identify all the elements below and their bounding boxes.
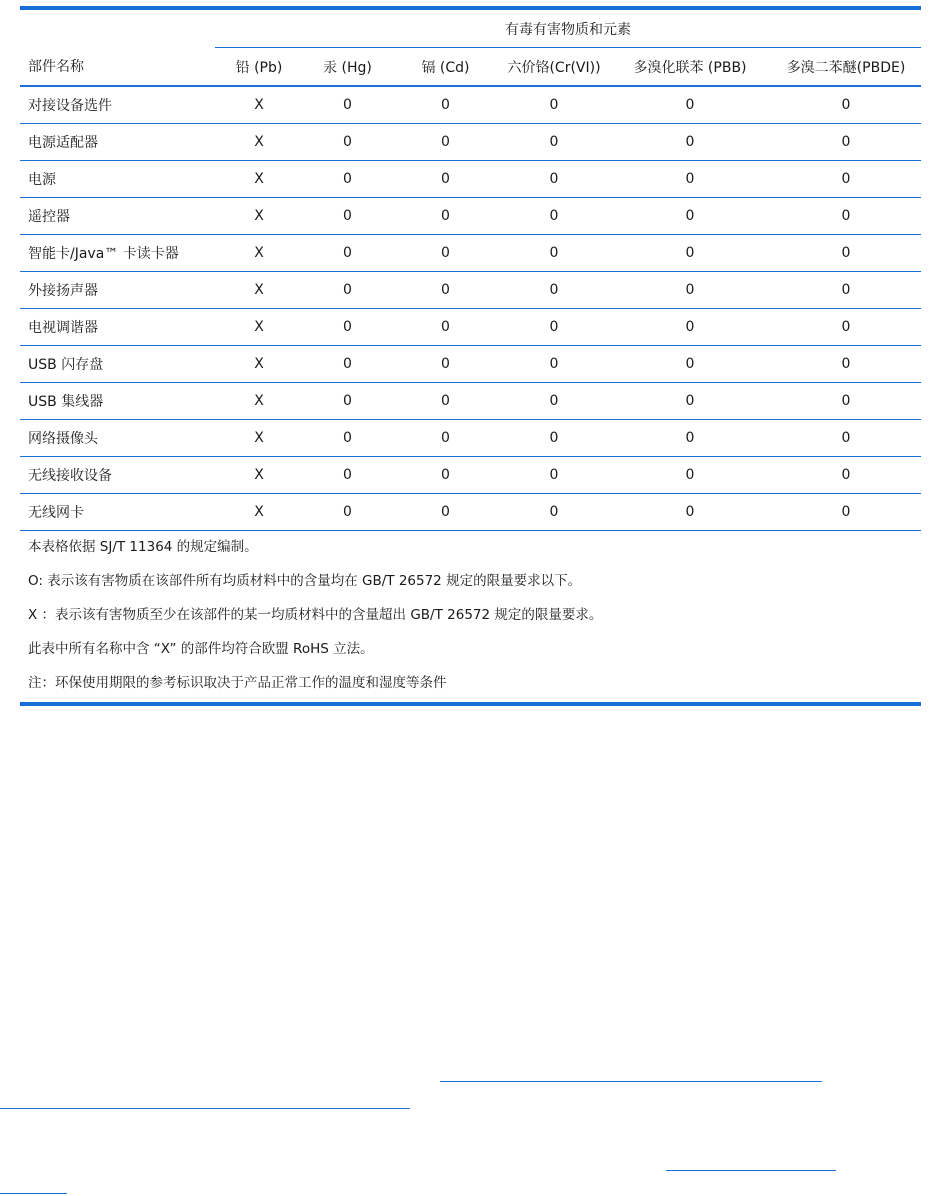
component-name: 电源 — [20, 161, 215, 198]
column-header: 铅 (Pb) — [215, 48, 303, 87]
substance-value: 0 — [303, 198, 392, 235]
substance-value: 0 — [771, 235, 921, 272]
substance-value: 0 — [303, 124, 392, 161]
substance-value: X — [215, 494, 303, 531]
substance-value: 0 — [392, 383, 499, 420]
substance-value: 0 — [771, 161, 921, 198]
substance-value: 0 — [392, 494, 499, 531]
table-row — [20, 235, 921, 272]
substance-value: 0 — [499, 346, 609, 383]
substance-value: X — [215, 309, 303, 346]
substance-value: 0 — [771, 198, 921, 235]
substance-value: 0 — [499, 124, 609, 161]
table-row — [20, 494, 921, 531]
substance-value: 0 — [303, 235, 392, 272]
substance-value: 0 — [499, 272, 609, 309]
column-header: 六价铬(Cr(VI)) — [499, 48, 609, 87]
substance-value: 0 — [392, 309, 499, 346]
column-header: 多溴二苯醚(PBDE) — [771, 48, 921, 87]
group-header-row — [20, 10, 921, 48]
substance-value: X — [215, 124, 303, 161]
substance-value: 0 — [771, 346, 921, 383]
substance-value: X — [215, 383, 303, 420]
substance-value: 0 — [392, 272, 499, 309]
substance-value: 0 — [303, 309, 392, 346]
component-name: USB 闪存盘 — [20, 346, 215, 383]
component-name: 无线网卡 — [20, 494, 215, 531]
substance-value: 0 — [609, 198, 771, 235]
substance-value: 0 — [609, 420, 771, 457]
substance-value: 0 — [609, 346, 771, 383]
substance-value: X — [215, 346, 303, 383]
substance-value: 0 — [499, 161, 609, 198]
substance-value: 0 — [609, 124, 771, 161]
table-row — [20, 161, 921, 198]
substance-value: 0 — [499, 383, 609, 420]
substance-value: X — [215, 420, 303, 457]
substance-value: X — [215, 457, 303, 494]
hyperlink-underline[interactable] — [0, 1193, 67, 1194]
table-row — [20, 124, 921, 161]
substance-value: 0 — [392, 457, 499, 494]
substance-value: X — [215, 235, 303, 272]
substance-value: 0 — [499, 235, 609, 272]
column-header: 镉 (Cd) — [392, 48, 499, 87]
substance-value: 0 — [499, 309, 609, 346]
substance-value: 0 — [771, 457, 921, 494]
table-row — [20, 309, 921, 346]
substance-value: 0 — [609, 494, 771, 531]
substance-value: 0 — [609, 235, 771, 272]
component-name: 遥控器 — [20, 198, 215, 235]
note-o-meaning: O: 表示该有害物质在该部件所有均质材料中的含量均在 GB/T 26572 规定的限量要求以下。 — [28, 573, 582, 589]
component-name: 网络摄像头 — [20, 420, 215, 457]
substance-value: 0 — [771, 383, 921, 420]
substance-value: 0 — [771, 124, 921, 161]
group-header: 有毒有害物质和元素 — [215, 10, 921, 48]
substance-value: 0 — [392, 161, 499, 198]
substance-value: 0 — [609, 383, 771, 420]
substance-value: 0 — [771, 272, 921, 309]
substance-value: 0 — [609, 161, 771, 198]
hyperlink-underline[interactable] — [666, 1170, 836, 1171]
substance-value: 0 — [392, 346, 499, 383]
substance-value: 0 — [392, 86, 499, 124]
component-name: 无线接收设备 — [20, 457, 215, 494]
substance-value: 0 — [392, 124, 499, 161]
substance-value: 0 — [499, 198, 609, 235]
table-row — [20, 383, 921, 420]
column-header: 部件名称 — [20, 48, 215, 87]
note-standard: 本表格依据 SJ/T 11364 的规定编制。 — [28, 539, 258, 555]
substance-value: X — [215, 272, 303, 309]
substance-value: 0 — [303, 86, 392, 124]
substance-value: 0 — [771, 86, 921, 124]
note-epup: 注：环保使用期限的参考标识取决于产品正常工作的温度和湿度等条件 — [28, 675, 447, 691]
substance-value: 0 — [303, 420, 392, 457]
hyperlink-underline[interactable] — [0, 1108, 410, 1109]
hyperlink-underline[interactable] — [440, 1081, 822, 1082]
substance-value: 0 — [303, 161, 392, 198]
substance-value: 0 — [499, 420, 609, 457]
substance-value: 0 — [609, 272, 771, 309]
table-row — [20, 86, 921, 124]
table-row — [20, 457, 921, 494]
substance-value: 0 — [609, 86, 771, 124]
substance-value: 0 — [771, 420, 921, 457]
substance-value: 0 — [771, 494, 921, 531]
substance-value: 0 — [392, 235, 499, 272]
column-header-row — [20, 48, 921, 87]
substance-value: 0 — [303, 383, 392, 420]
substance-value: 0 — [303, 346, 392, 383]
component-name: 电视调谐器 — [20, 309, 215, 346]
substance-value: 0 — [303, 457, 392, 494]
column-header: 多溴化联苯 (PBB) — [609, 48, 771, 87]
hazardous-substances-table — [20, 10, 921, 531]
substance-value: 0 — [499, 494, 609, 531]
substance-value: 0 — [303, 494, 392, 531]
substance-value: 0 — [392, 198, 499, 235]
column-header: 汞 (Hg) — [303, 48, 392, 87]
table-row — [20, 272, 921, 309]
substance-value: 0 — [609, 457, 771, 494]
substance-value: X — [215, 86, 303, 124]
substance-value: 0 — [499, 457, 609, 494]
note-rohs: 此表中所有名称中含 “X” 的部件均符合欧盟 RoHS 立法。 — [28, 641, 374, 657]
substance-value: 0 — [303, 272, 392, 309]
table-row — [20, 198, 921, 235]
substance-value: 0 — [609, 309, 771, 346]
substance-value: X — [215, 198, 303, 235]
bottom-rule — [20, 702, 921, 706]
substance-value: X — [215, 161, 303, 198]
table-row — [20, 346, 921, 383]
notes-section — [20, 536, 921, 706]
component-name: 智能卡/Java™ 卡读卡器 — [20, 235, 215, 272]
table-row — [20, 420, 921, 457]
component-name: 对接设备选件 — [20, 86, 215, 124]
substance-value: 0 — [771, 309, 921, 346]
component-name: 外接扬声器 — [20, 272, 215, 309]
substance-value: 0 — [392, 420, 499, 457]
note-x-meaning: X ：表示该有害物质至少在该部件的某一均质材料中的含量超出 GB/T 26572 规定的限量要求。 — [28, 607, 603, 623]
substance-value: 0 — [499, 86, 609, 124]
component-name: USB 集线器 — [20, 383, 215, 420]
component-name: 电源适配器 — [20, 124, 215, 161]
